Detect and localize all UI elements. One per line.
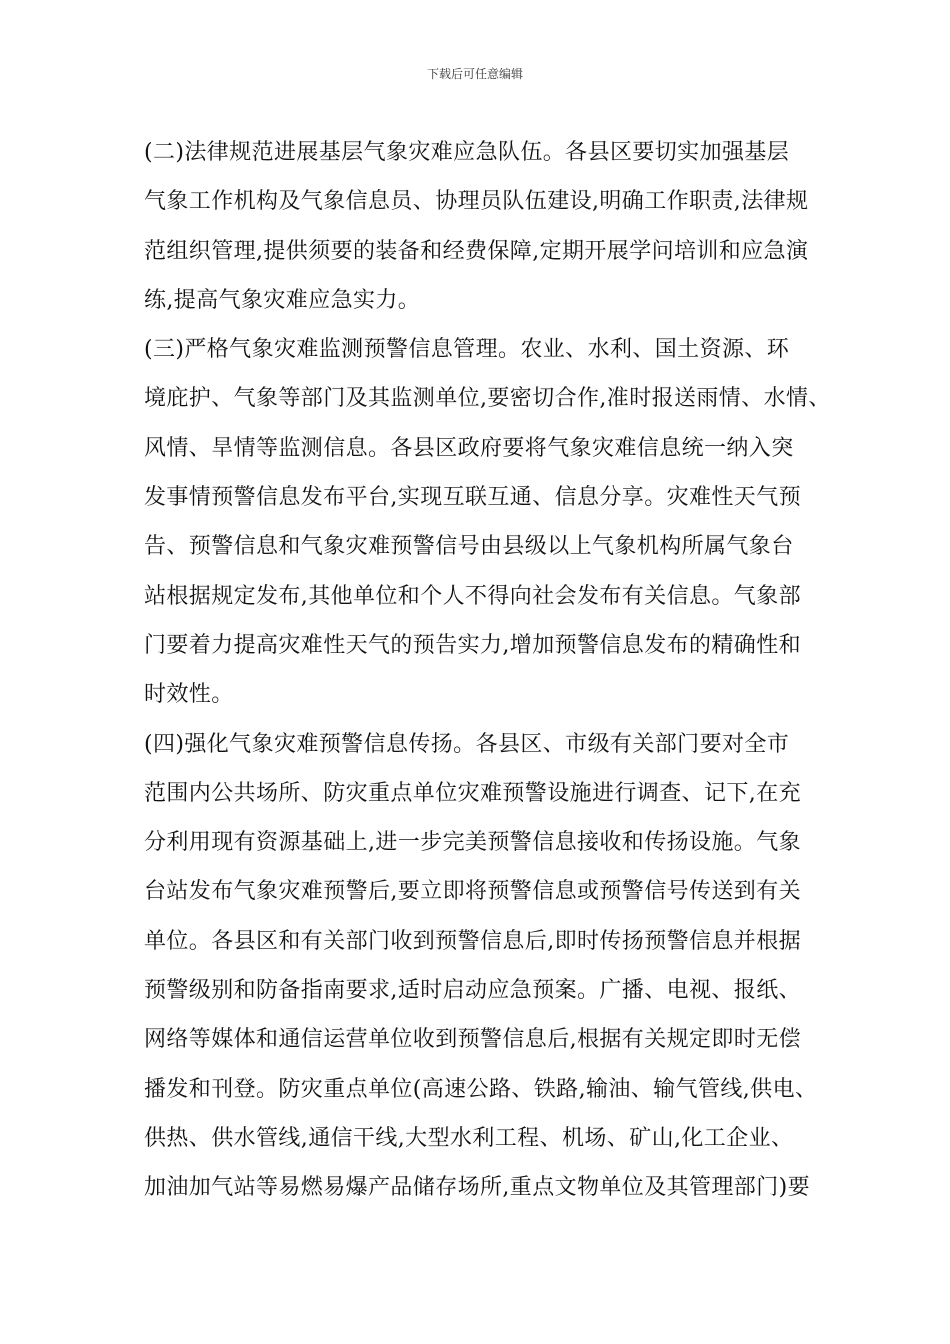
paragraph-2 — [144, 128, 824, 325]
text-line: 发事情预警信息发布平台,实现互联互通、信息分享。灾难性天气预 — [144, 485, 801, 511]
text-line: 时效性。 — [144, 682, 234, 708]
text-line: (三)严格气象灾难监测预警信息管理。农业、水利、国土资源、环 — [144, 337, 790, 363]
document-body — [144, 128, 831, 1213]
text-line: 加油加气站等易燃易爆产品储存场所,重点文物单位及其管理部门)要 — [144, 1175, 810, 1201]
text-line: 台站发布气象灾难预警后,要立即将预警信息或预警信号传送到有关 — [144, 879, 801, 905]
text-line: 供热、供水管线,通信干线,大型水利工程、机场、矿山,化工企业、 — [144, 1125, 794, 1151]
text-line: 预警级别和防备指南要求,适时启动应急预案。广播、电视、报纸、 — [144, 978, 801, 1004]
text-line: 范组织管理,提供须要的装备和经费保障,定期开展学问培训和应急演 — [144, 238, 809, 264]
text-line: 范围内公共场所、防灾重点单位灾难预警设施进行调查、记下,在充 — [144, 780, 801, 806]
text-line: 网络等媒体和通信运营单位收到预警信息后,根据有关规定即时无偿 — [144, 1027, 801, 1053]
text-line: 告、预警信息和气象灾难预警信号由县级以上气象机构所属气象台 — [144, 534, 794, 560]
text-line: 风情、旱情等监测信息。各县区政府要将气象灾难信息统一纳入突 — [144, 435, 794, 461]
text-line: 门要着力提高灾难性天气的预告实力,增加预警信息发布的精确性和 — [144, 632, 801, 658]
text-line: 站根据规定发布,其他单位和个人不得向社会发布有关信息。气象部 — [144, 583, 801, 609]
text-line: 练,提高气象灾难应急实力。 — [144, 287, 421, 313]
text-line: 气象工作机构及气象信息员、协理员队伍建设,明确工作职责,法律规 — [144, 189, 809, 215]
text-line: 单位。各县区和有关部门收到预警信息后,即时传扬预警信息并根据 — [144, 928, 801, 954]
paragraph-4 — [144, 720, 824, 1213]
text-line: 境庇护、气象等部门及其监测单位,要密切合作,准时报送雨情、水情、 — [144, 386, 831, 412]
text-line: (四)强化气象灾难预警信息传扬。各县区、市级有关部门要对全市 — [144, 731, 790, 757]
page-header: 下载后可任意编辑 — [426, 67, 523, 81]
text-line: 分利用现有资源基础上,进一步完美预警信息接收和传扬设施。气象 — [144, 830, 801, 856]
paragraph-3 — [144, 325, 831, 719]
text-line: 播发和刊登。防灾重点单位(高速公路、铁路,输油、输气管线,供电、 — [144, 1076, 818, 1102]
text-line: (二)法律规范进展基层气象灾难应急队伍。各县区要切实加强基层 — [144, 140, 790, 165]
